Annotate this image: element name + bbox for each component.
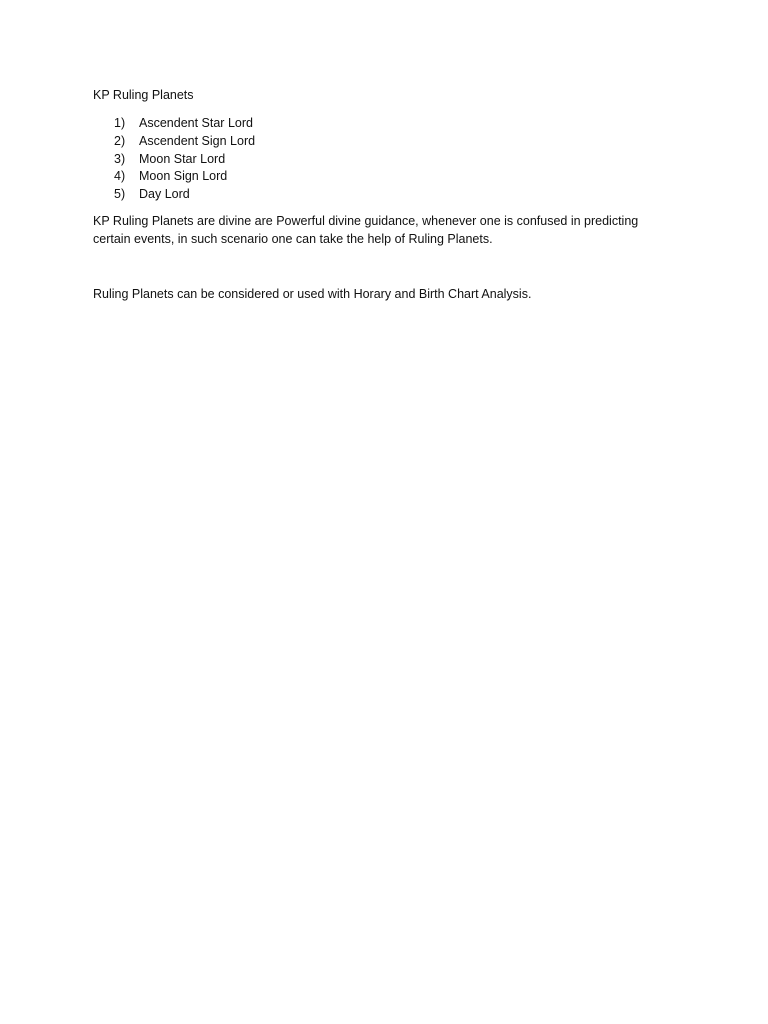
description-paragraph: KP Ruling Planets are divine are Powerful divine guidance, whenever one is confused in predicting certain events, in such scenario one can take the help of Ruling Planets. xyxy=(93,214,639,246)
list-item-text: Day Lord xyxy=(139,187,190,202)
list-item xyxy=(114,132,255,150)
usage-paragraph: Ruling Planets can be considered or used with Horary and Birth Chart Analysis. xyxy=(93,287,532,301)
document-heading: KP Ruling Planets xyxy=(93,88,194,102)
list-item-text: Ascendent Sign Lord xyxy=(139,133,256,148)
list-item-number: 4) xyxy=(114,169,126,184)
list-item-text: Ascendent Star Lord xyxy=(139,116,253,130)
list-item-number: 3) xyxy=(114,151,126,166)
list-item-text: Moon Star Lord xyxy=(139,151,226,166)
list-item-number: 2) xyxy=(114,133,126,148)
list-item xyxy=(114,185,255,203)
list-item-number: 5) xyxy=(114,187,126,202)
ruling-planets-list xyxy=(114,114,255,203)
list-item xyxy=(114,150,255,168)
list-item xyxy=(114,114,255,132)
list-item-text: Moon Sign Lord xyxy=(139,169,228,184)
list-item-number: 1) xyxy=(114,116,126,130)
list-item xyxy=(114,167,255,185)
